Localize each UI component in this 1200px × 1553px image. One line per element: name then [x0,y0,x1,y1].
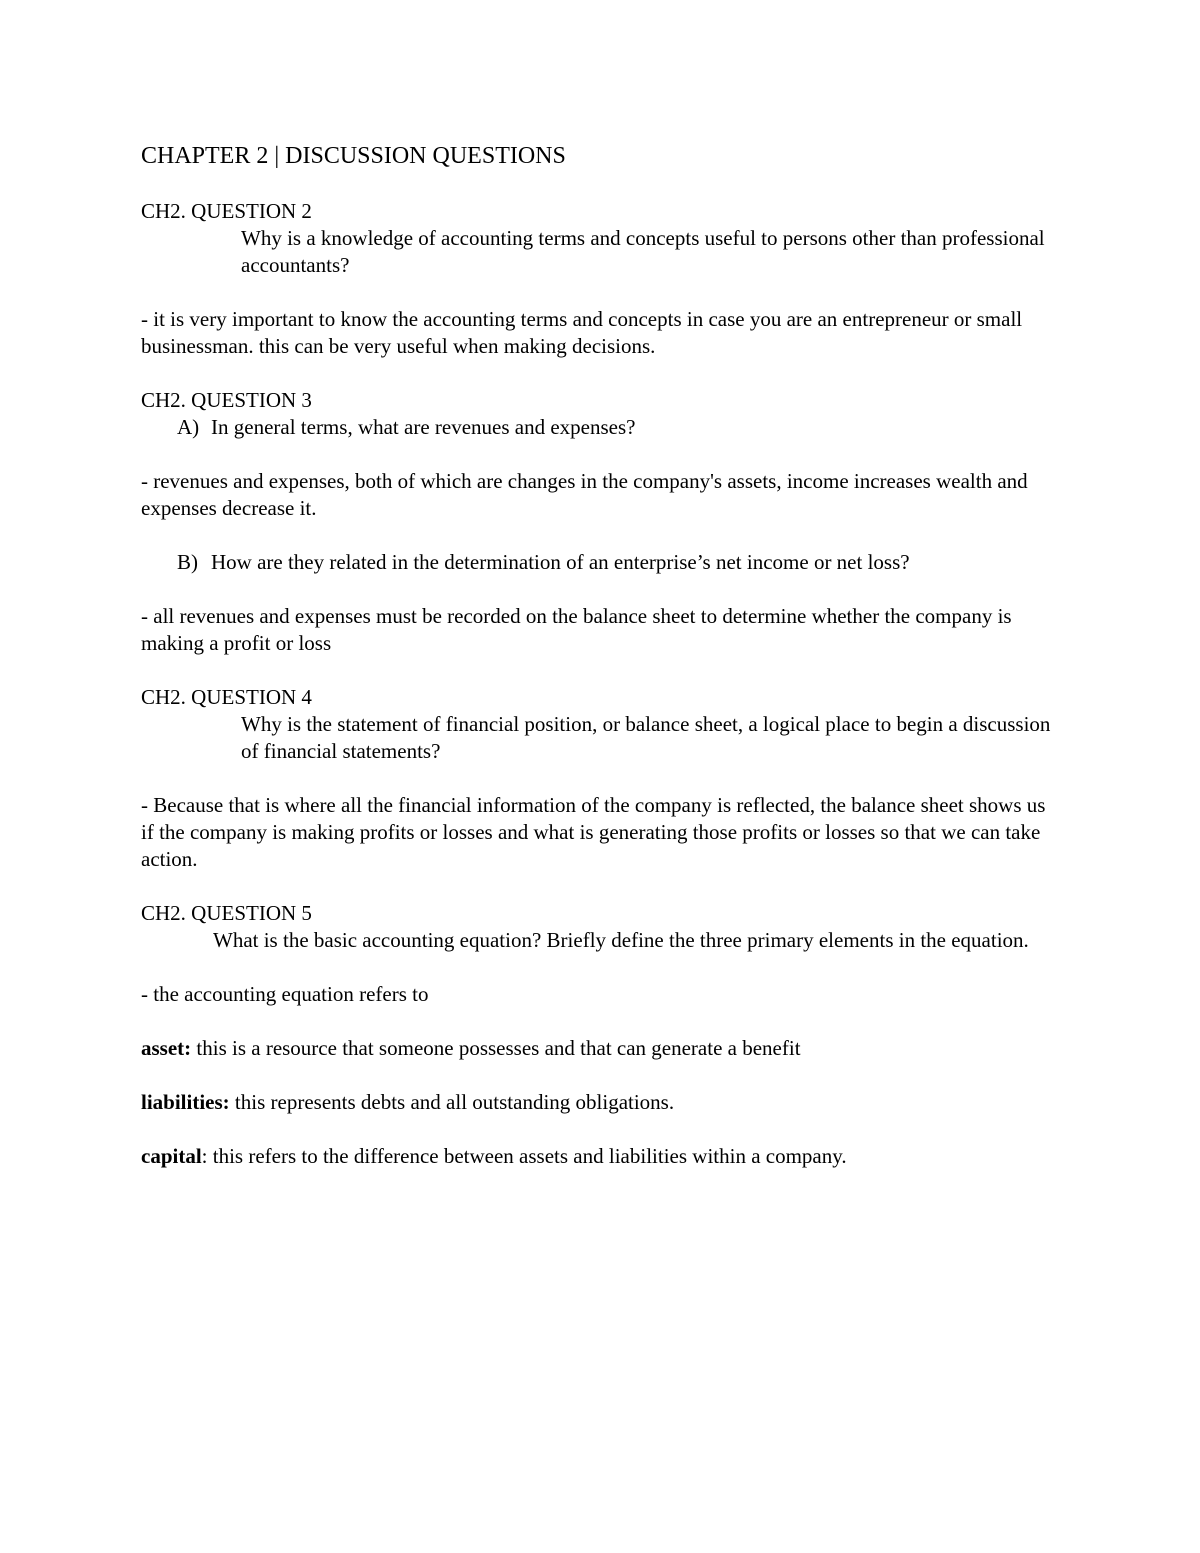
question-3b-text: How are they related in the determination of an enterprise’s net income or net loss? [211,550,910,574]
definition-liabilities [141,1089,1061,1116]
document-page [141,140,1061,1197]
question-5-heading: CH2. QUESTION 5 [141,901,312,925]
definition-text: : this refers to the difference between assets and liabilities within a company. [201,1144,847,1168]
question-3a-answer: - revenues and expenses, both of which are changes in the company's assets, income increases wealth and expenses decrease it. [141,469,1028,520]
definition-asset [141,1035,1061,1062]
page-title: CHAPTER 2 | DISCUSSION QUESTIONS [141,143,566,169]
question-4-heading: CH2. QUESTION 4 [141,685,312,709]
question-3a-text: In general terms, what are revenues and expenses? [211,415,636,439]
definition-text: this is a resource that someone possesses and that can generate a benefit [191,1036,801,1060]
question-2-answer: - it is very important to know the accounting terms and concepts in case you are an entrepreneur or small businessman. this can be very useful when making decisions. [141,307,1023,358]
question-3-heading: CH2. QUESTION 3 [141,388,312,412]
question-2-text: Why is a knowledge of accounting terms and concepts useful to persons other than professional accountants? [241,226,1045,277]
question-3b [177,549,1061,576]
question-3a-letter: A) [177,415,200,439]
question-4-answer: - Because that is where all the financial information of the company is reflected, the balance sheet shows us if the company is making profits or losses and what is generating those profits or losses so that we can take action. [141,793,1046,871]
question-5-text: What is the basic accounting equation? Briefly define the three primary elements in the equation. [213,928,1029,952]
question-5-answer: - the accounting equation refers to [141,982,429,1006]
question-3a [177,414,1061,441]
definition-text: this represents debts and all outstanding obligations. [229,1090,675,1114]
definition-capital [141,1143,1061,1170]
question-2-heading: CH2. QUESTION 2 [141,199,312,223]
question-3b-answer: - all revenues and expenses must be recorded on the balance sheet to determine whether the company is making a profit or loss [141,604,1012,655]
definition-term: asset: [141,1036,192,1060]
question-4-text: Why is the statement of financial position, or balance sheet, a logical place to begin a discussion of financial statements? [241,712,1051,763]
definition-term: liabilities: [141,1090,230,1114]
question-3b-letter: B) [177,550,198,574]
definition-term: capital [141,1144,202,1168]
